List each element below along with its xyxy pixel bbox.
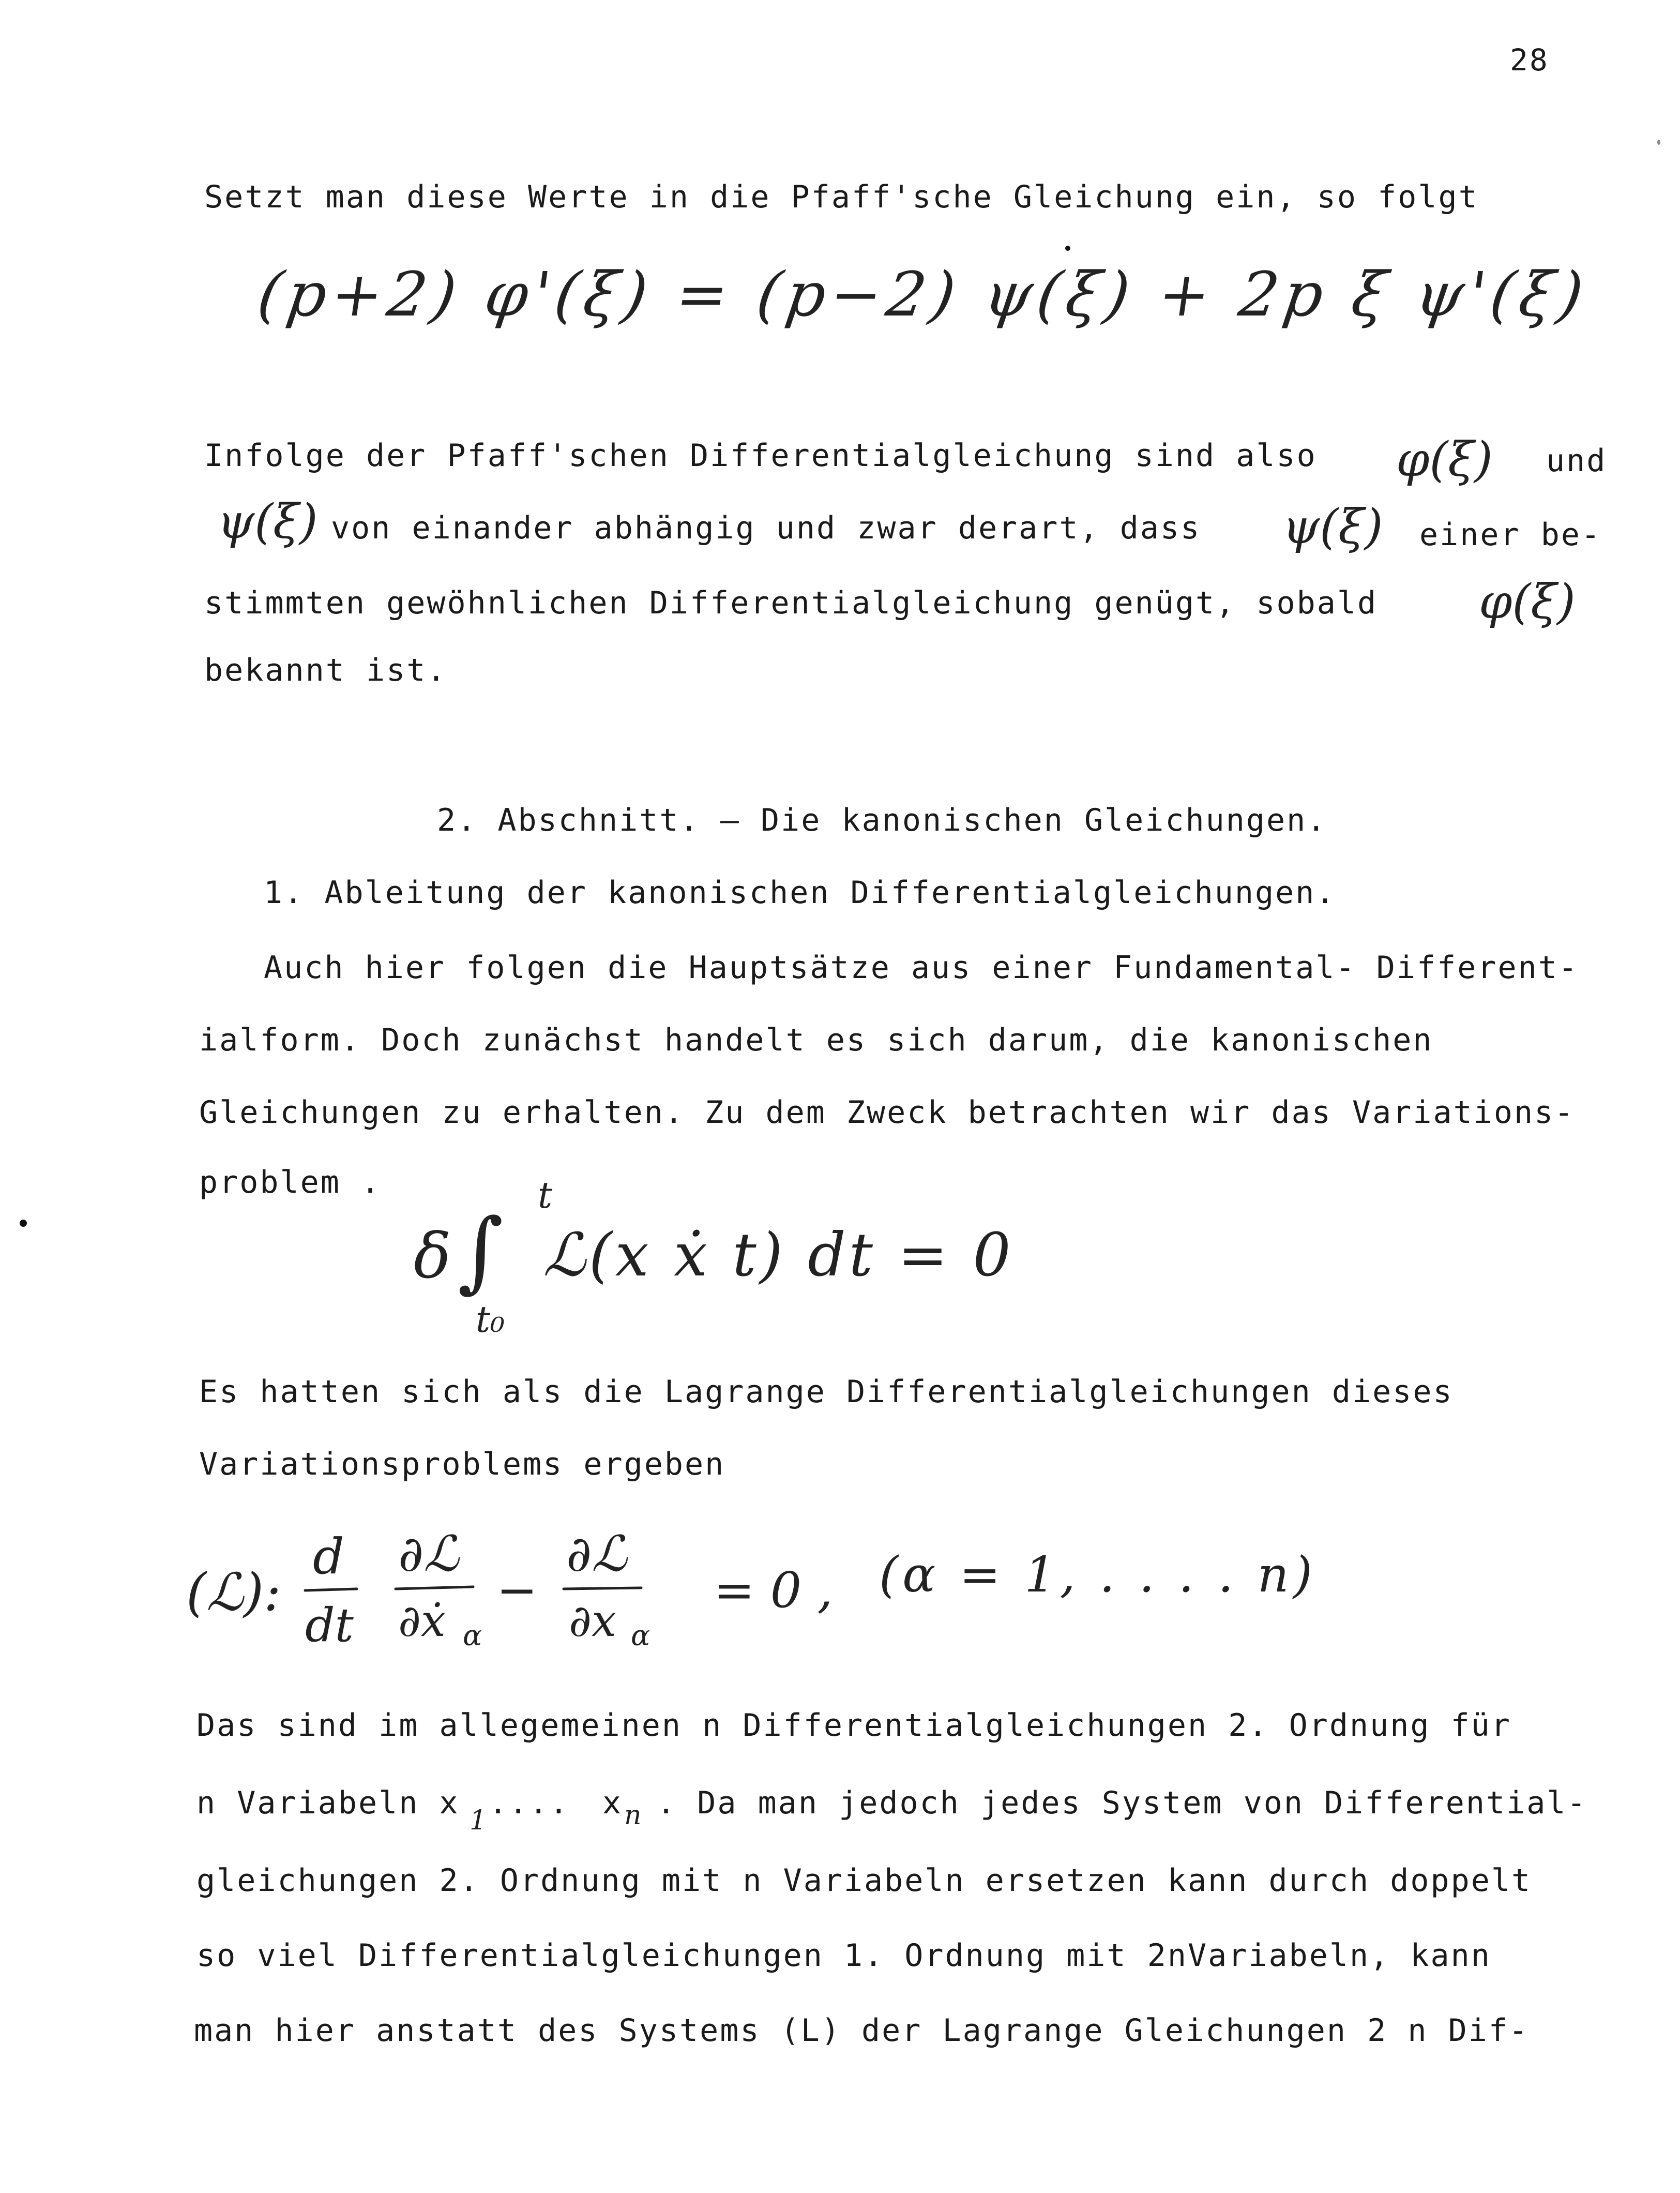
paragraph-line: ialform. Doch zunächst handelt es sich darum, die kanonischen <box>199 1022 1433 1058</box>
integral-symbol: ∫ <box>458 1200 504 1302</box>
paragraph-line: Auch hier folgen die Hauptsätze aus einer Fundamental- Different- <box>264 950 1579 986</box>
subscript-n: n <box>624 1800 642 1831</box>
paragraph-line: n Variabeln x <box>196 1785 460 1821</box>
paragraph-line: von einander abhängig und zwar derart, dass <box>331 510 1201 546</box>
lagrange-label: (ℒ): <box>186 1562 281 1623</box>
scan-speck <box>1065 246 1070 251</box>
handwritten-lagrange-equations <box>186 1526 1375 1660</box>
paragraph-word: und <box>1546 443 1607 479</box>
paragraph-line: bekannt ist. <box>204 652 447 688</box>
page-number: 28 <box>1510 42 1549 78</box>
paragraph-line: man hier anstatt des Systems (L) der Lagrange Gleichungen 2 n Dif- <box>194 2012 1530 2049</box>
section-heading: 2. Abschnitt. – Die kanonischen Gleichungen. <box>437 802 1327 838</box>
handwritten-psi-xi: ψ(ξ) <box>217 494 318 549</box>
fraction-numerator: ∂ℒ <box>566 1526 627 1583</box>
handwritten-phi-xi: φ(ξ) <box>1479 574 1576 629</box>
fraction-numerator: ∂ℒ <box>398 1526 459 1583</box>
paragraph-line: Infolge der Pfaff'schen Differentialgleichung sind also <box>204 438 1317 474</box>
paragraph-line: Setzt man diese Werte in die Pfaff'sche Gleichung ein, so folgt <box>204 179 1479 215</box>
fraction-denominator: ∂x <box>569 1596 616 1647</box>
handwritten-equation-pfaff: (p+2) φ'(ξ) = (p−2) ψ(ξ) + 2p ξ ψ'(ξ) <box>253 259 1593 330</box>
equals-zero: = 0 , <box>714 1562 833 1619</box>
subscript-one: 1 <box>470 1805 487 1836</box>
subscript-alpha: α <box>631 1619 650 1652</box>
paragraph-word: einer be- <box>1419 517 1602 553</box>
paragraph-line: stimmten gewöhnlichen Differentialgleichung genügt, sobald <box>204 585 1378 621</box>
paragraph-line: so viel Differentialgleichungen 1. Ordnung mit 2nVariabeln, kann <box>196 1937 1491 1974</box>
paragraph-line: Das sind im allegemeinen n Differentialgleichungen 2. Ordnung für <box>196 1707 1511 1744</box>
fraction-numerator: d <box>313 1528 344 1585</box>
paragraph-line: Variationsproblems ergeben <box>199 1446 725 1482</box>
handwritten-variation-problem <box>414 1174 1014 1350</box>
fraction-denominator: dt <box>305 1598 354 1653</box>
handwritten-phi-xi: φ(ξ) <box>1396 432 1493 487</box>
fraction-denominator: ∂ẋ <box>398 1596 446 1647</box>
paragraph-line: problem . <box>199 1164 382 1200</box>
minus-sign: − <box>496 1562 538 1619</box>
subsection-heading: 1. Ableitung der kanonischen Differentialgleichungen. <box>264 875 1336 911</box>
integral-upper-limit: t <box>538 1174 553 1216</box>
scan-speck <box>20 1220 27 1227</box>
subscript-alpha: α <box>463 1619 482 1652</box>
paragraph-line: Es hatten sich als die Lagrange Differentialgleichungen dieses <box>199 1374 1454 1410</box>
paragraph-line: . Da man jedoch jedes System von Differential- <box>657 1785 1587 1821</box>
paragraph-line: Gleichungen zu erhalten. Zu dem Zweck betrachten wir das Variations- <box>199 1094 1575 1131</box>
paragraph-line: gleichungen 2. Ordnung mit n Variabeln ersetzen kann durch doppelt <box>196 1862 1532 1899</box>
integral-lower-limit: t₀ <box>476 1298 505 1341</box>
scan-speck <box>1657 140 1660 145</box>
ellipsis: .... <box>489 1785 570 1821</box>
integrand: ℒ(x ẋ t) dt = 0 <box>543 1221 1014 1290</box>
handwritten-psi-xi: ψ(ξ) <box>1282 499 1383 554</box>
delta-symbol: δ <box>414 1221 451 1293</box>
variable-x: x <box>602 1785 623 1821</box>
index-range: (α = 1, . . . . n) <box>879 1546 1316 1603</box>
